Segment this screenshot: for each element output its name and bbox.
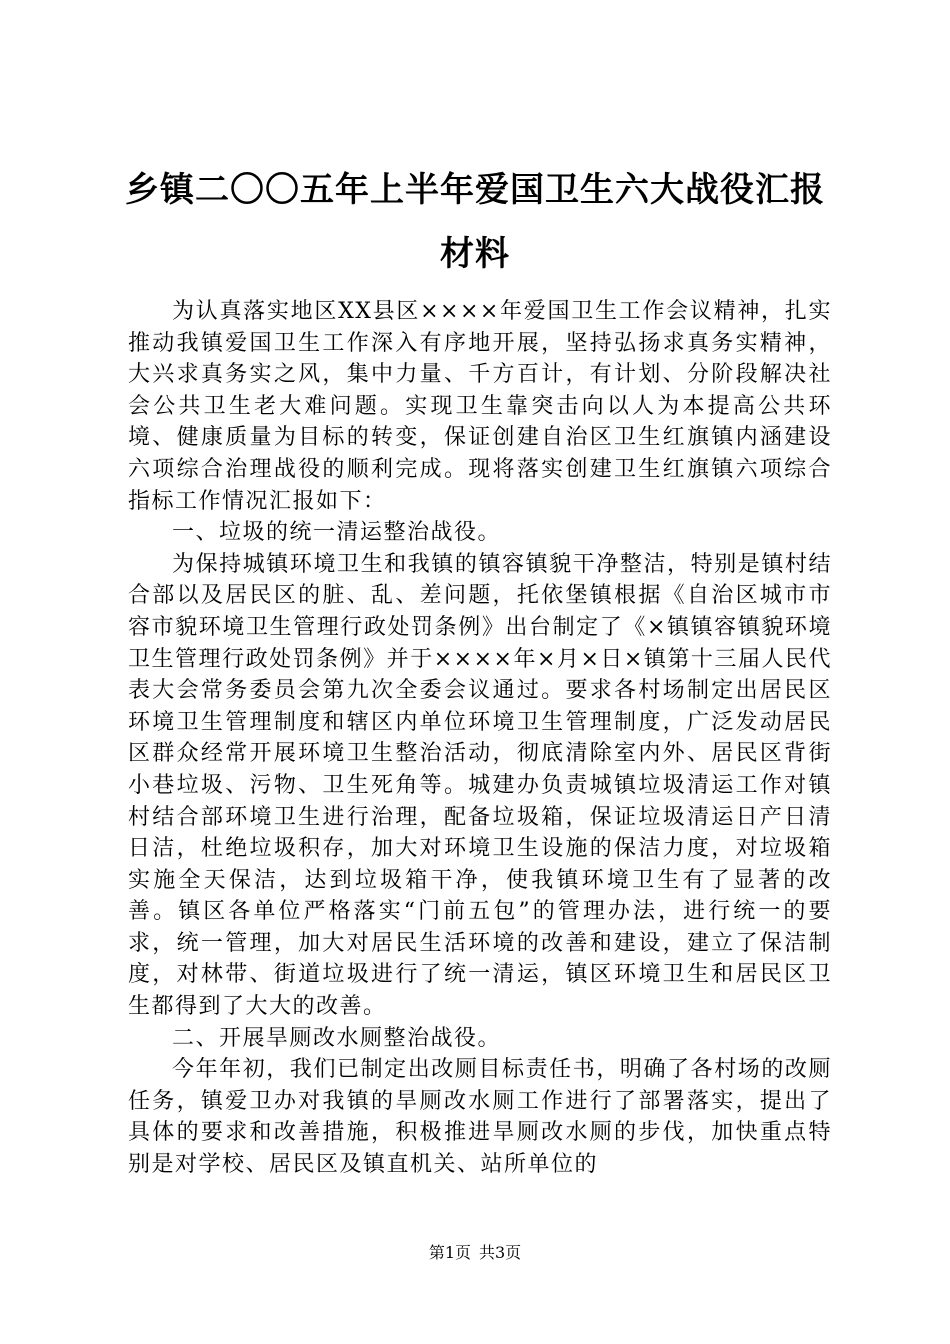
- page-footer: [0, 1243, 950, 1263]
- paragraph-section-1: 为保持城镇环境卫生和我镇的镇容镇貌干净整洁，特别是镇村结合部以及居民区的脏、乱、差问题，托依堡镇根据《自治区城市市容市貌环境卫生管理行政处罚条例》出台制定了《×镇镇容镇貌环境卫生管理行政处罚条例》并于××××年×月×日×镇第十三届人民代表大会常务委员会第九次全委会议通过。要求各村场制定出居民区环境卫生管理制度和辖区内单位环境卫生管理制度，广泛发动居民区群众经常开展环境卫生整治活动，彻底清除室内外、居民区背街小巷垃圾、污物、卫生死角等。城建办负责城镇垃圾清运工作对镇村结合部环境卫生进行治理，配备垃圾箱，保证垃圾清运日产日清日洁，杜绝垃圾积存，加大对环境卫生设施的保洁力度，对垃圾箱实施全天保洁，达到垃圾箱干净，使我镇环境卫生有了显著的改善。镇区各单位严格落实“门前五包”的管理办法，进行统一的要求，统一管理，加大对居民生活环境的改善和建设，建立了保洁制度，对林带、街道垃圾进行了统一清运，镇区环境卫生和居民区卫生都得到了大大的改善。: [128, 551, 832, 1020]
- document-body: [128, 296, 832, 1181]
- paragraph-section-2: 今年年初，我们已制定出改厕目标责任书，明确了各村场的改厕任务，镇爱卫办对我镇的旱厕改水厕工作进行了部署落实，提出了具体的要求和改善措施，积极推进旱厕改水厕的步伐，加快重点特别是对学校、居民区及镇直机关、站所单位的: [128, 1057, 832, 1178]
- section-heading-2: 二、开展旱厕改水厕整治战役。: [172, 1025, 502, 1051]
- document-title: 乡镇二〇〇五年上半年爱国卫生六大战役汇报材料: [125, 170, 825, 274]
- page-number: 第1页: [428, 1243, 471, 1262]
- page-total: 共3页: [479, 1243, 522, 1262]
- section-heading-1: 一、垃圾的统一清运整治战役。: [172, 520, 502, 546]
- paragraph-intro: 为认真落实地区XX县区××××年爱国卫生工作会议精神，扎实推动我镇爱国卫生工作深入有序地开展，坚持弘扬求真务实精神，大兴求真务实之风，集中力量、千方百计，有计划、分阶段解决社会公共卫生老大难问题。实现卫生靠突击向以人为本提高公共环境、健康质量为目标的转变，保证创建自治区卫生红旗镇内涵建设六项综合治理战役的顺利完成。现将落实创建卫生红旗镇六项综合指标工作情况汇报如下：: [128, 299, 832, 514]
